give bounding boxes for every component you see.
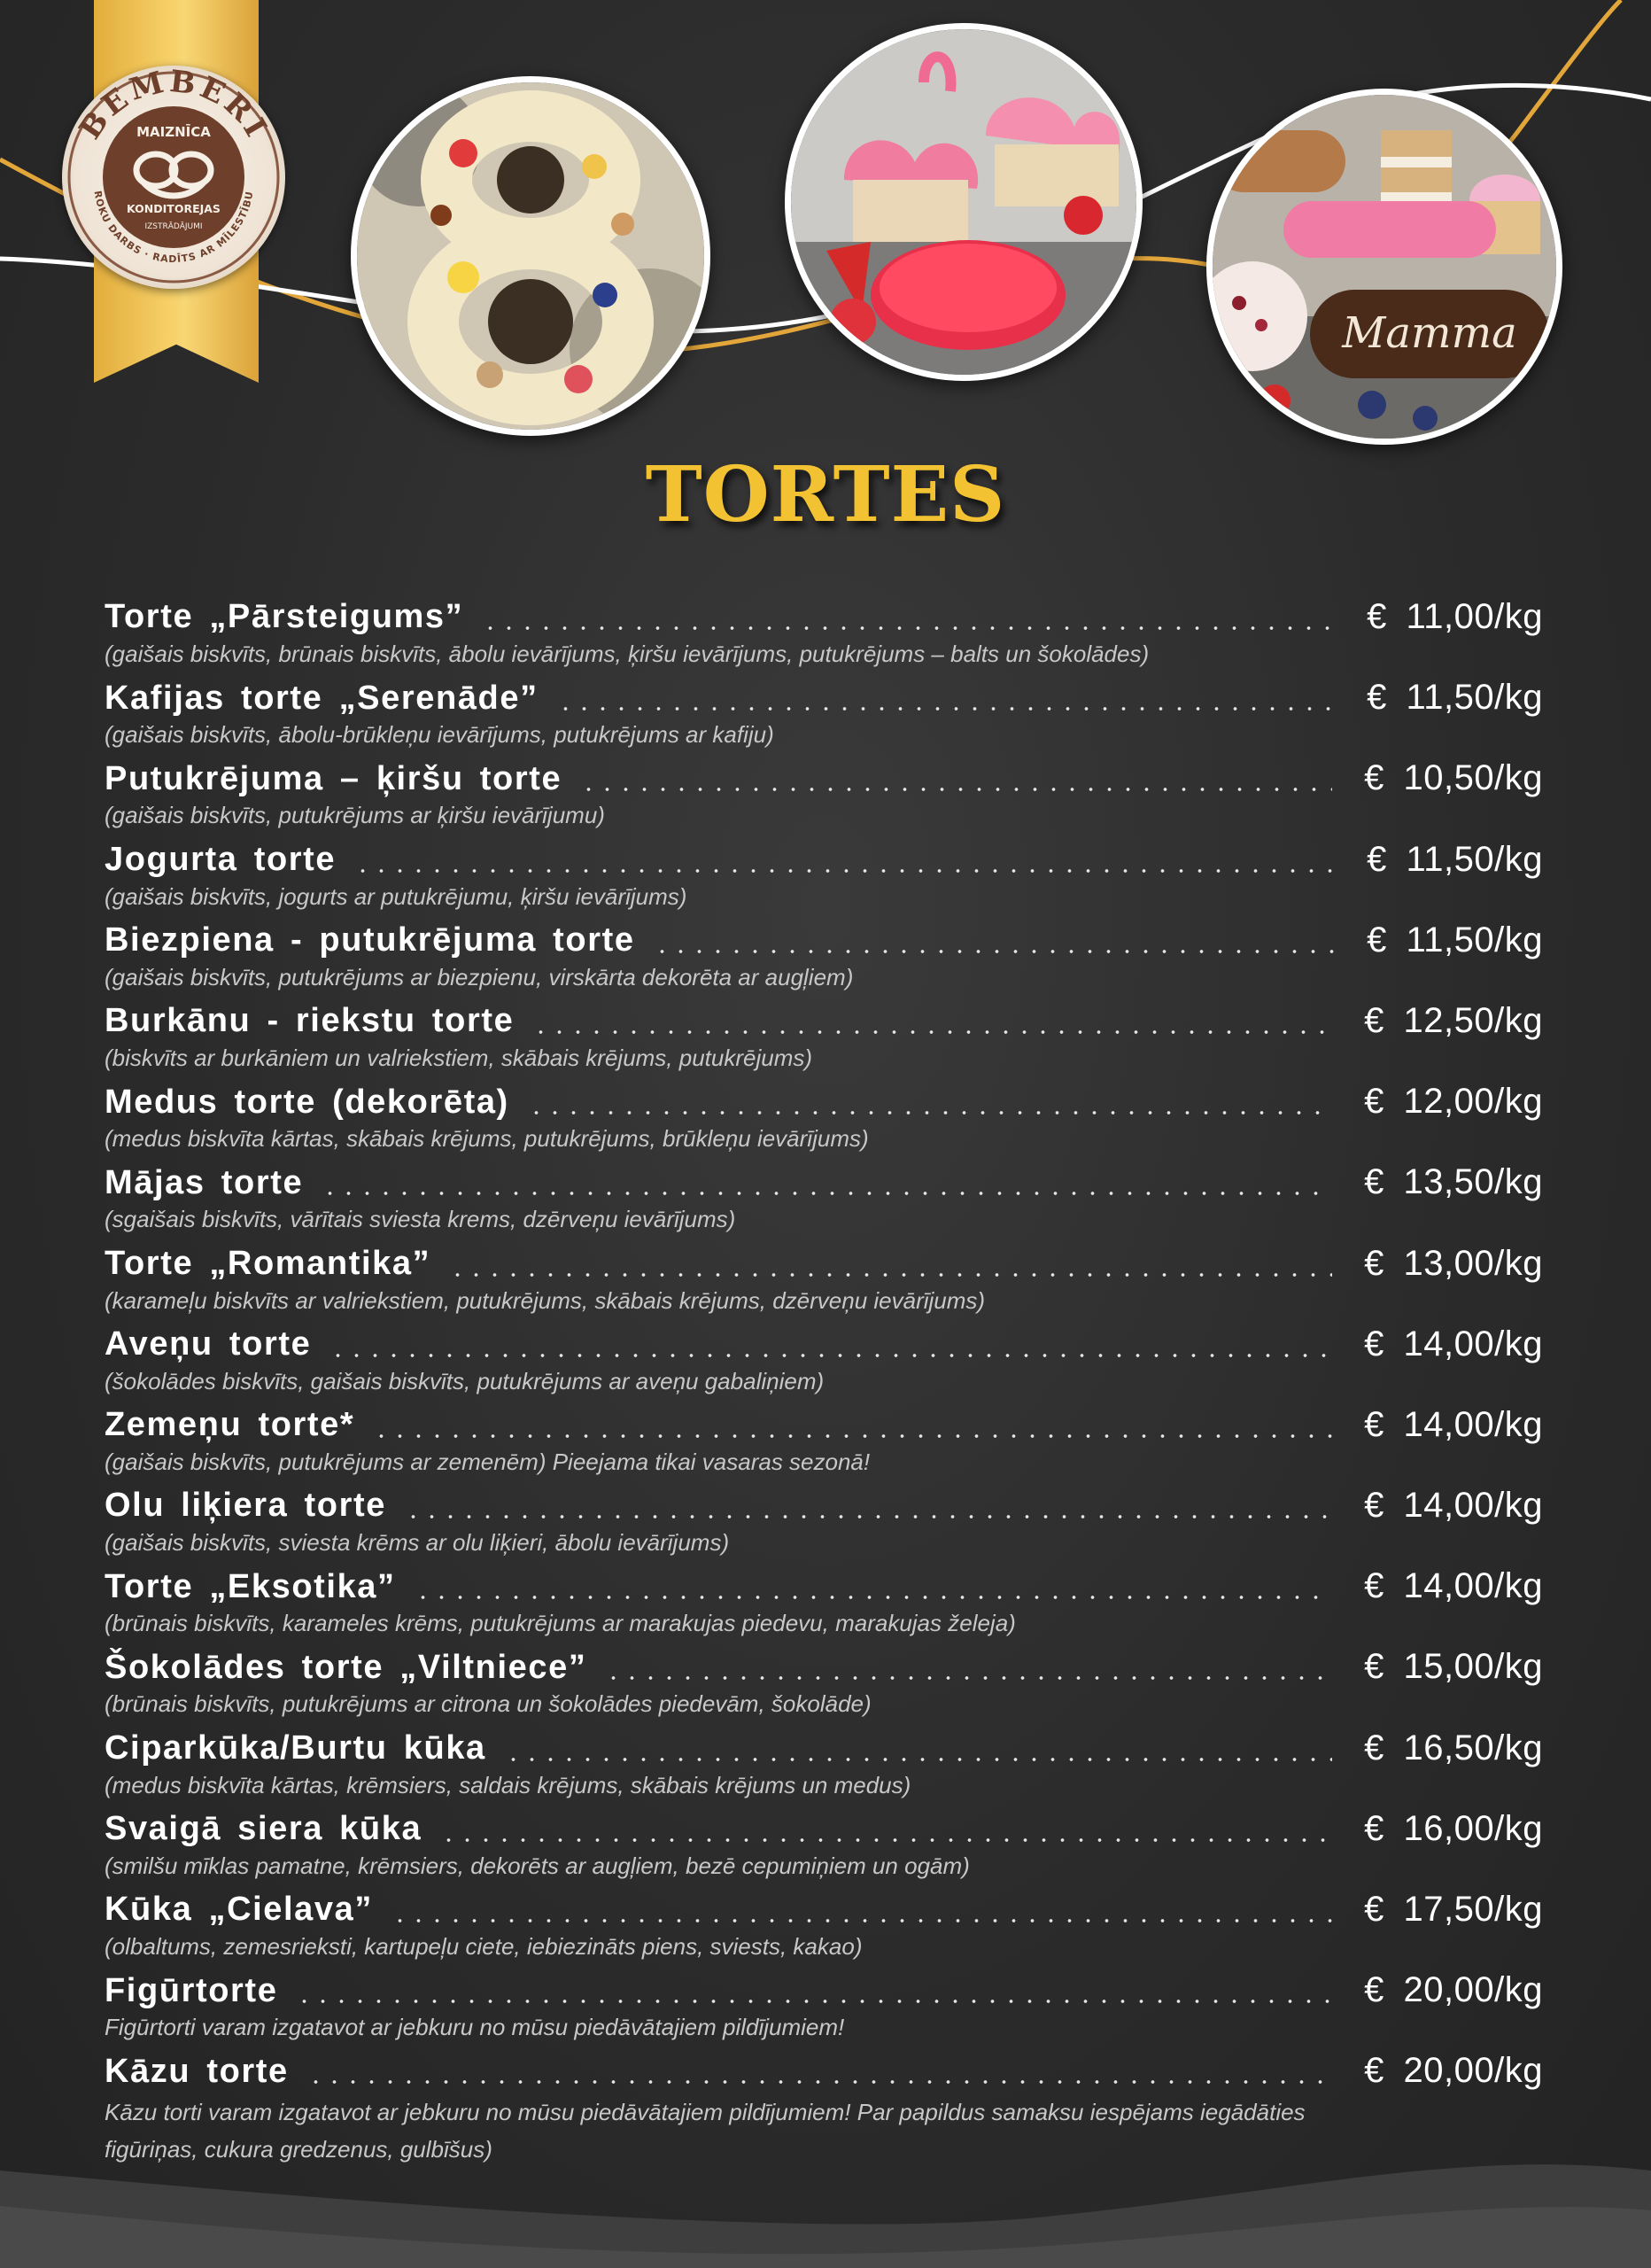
item-description: (medus biskvīta kārtas, skābais krējums, putukrējums, brūkleņu ievārījums): [105, 1125, 869, 1153]
item-price: € 13,50/kg: [1364, 1162, 1543, 1202]
item-description: (medus biskvīta kārtas, krēmsiers, saldais krējums, skābais krējums un medus): [105, 1771, 911, 1798]
menu-item-row: [105, 1477, 1543, 1526]
menu-item: [105, 588, 1543, 669]
item-name: Medus torte (dekorēta): [105, 1083, 509, 1121]
item-name: Šokolādes torte „Viltniece”: [105, 1648, 587, 1686]
page-title: TORTES: [645, 450, 1006, 540]
item-price: € 11,50/kg: [1367, 678, 1543, 718]
dot-leader: [404, 1515, 1332, 1518]
menu-item-row: [105, 1316, 1543, 1365]
menu-item-row: [105, 1881, 1543, 1930]
item-description: (smilšu mīklas pamatne, krēmsiers, dekorēts ar augļiem, bezē cepumiņiem un ogām): [105, 1852, 970, 1879]
item-description: (gaišais biskvīts, putukrējums ar ķiršu ievārījumu): [105, 802, 605, 829]
menu-item: [105, 1800, 1543, 1881]
item-name: Burkānu - riekstu torte: [105, 1002, 515, 1040]
eclair-inscription: Mamma: [1342, 308, 1517, 358]
dot-leader: [527, 1111, 1332, 1115]
item-name: Biezpiena - putukrējuma torte: [105, 921, 635, 959]
item-name: Kafijas torte „Serenāde”: [105, 679, 539, 717]
menu-item: [105, 1235, 1543, 1316]
menu-item-row: [105, 1396, 1543, 1446]
logo-middle-word: KONDITOREJAS: [127, 202, 221, 215]
item-description: (gaišais biskvīts, ābolu-brūkleņu ievārījums, putukrējums ar kafiju): [105, 721, 774, 749]
item-name: Torte „Eksotika”: [105, 1567, 396, 1605]
menu-item-row: [105, 588, 1543, 638]
menu-item: [105, 1638, 1543, 1719]
menu-item: [105, 1477, 1543, 1557]
menu-item: [105, 1073, 1543, 1153]
item-description: Kāzu torti varam izgatavot ar jebkuru no mūsu piedāvātajiem pildījumiem! Par papildus samaksu iespējams iegādāties figūriņas, cukura gredzenus, gulbīšus): [105, 2099, 1306, 2163]
item-description: Figūrtorti varam izgatavot ar jebkuru no mūsu piedāvātajiem pildījumiem!: [105, 2014, 845, 2041]
dot-leader: [353, 869, 1335, 873]
menu-item: [105, 1153, 1543, 1234]
item-name: Kūka „Cielava”: [105, 1891, 373, 1929]
menu-item-row: [105, 1720, 1543, 1769]
item-description: (gaišais biskvīts, jogurts ar putukrējumu, ķiršu ievārījums): [105, 882, 687, 910]
eclairs-photo: [1206, 89, 1562, 445]
item-price: € 13,00/kg: [1364, 1243, 1543, 1283]
dot-leader: [504, 1758, 1332, 1761]
menu-item: [105, 669, 1543, 750]
menu-item-row: [105, 1235, 1543, 1285]
item-description: (gaišais biskvīts, putukrējums ar zemenēm) Pieejama tikai vasaras sezonā!: [105, 1448, 871, 1475]
dot-leader: [295, 2000, 1332, 2003]
logo-sub-word: IZSTRĀDĀJUMI: [144, 222, 203, 231]
item-description: (biskvīts ar burkāniem un valriekstiem, skābais krējums, putukrējums): [105, 1044, 813, 1071]
menu-item: [105, 992, 1543, 1073]
dot-leader: [481, 626, 1335, 630]
item-description: (gaišais biskvīts, brūnais biskvīts, ābolu ievārījums, ķiršu ievārījums, putukrējums – balts un šokolādes): [105, 641, 1150, 667]
item-description: (šokolādes biskvīts, gaišais biskvīts, putukrējums ar aveņu gabaliņiem): [105, 1367, 825, 1394]
menu-item: [105, 1720, 1543, 1800]
menu-item: [105, 2042, 1543, 2163]
item-price: € 16,00/kg: [1364, 1808, 1543, 1848]
item-description: (brūnais biskvīts, putukrējums ar citrona un šokolādes piedevām, šokolāde): [105, 1690, 872, 1718]
dot-leader: [329, 1354, 1332, 1357]
item-price: € 12,50/kg: [1364, 1000, 1543, 1040]
item-price: € 14,00/kg: [1364, 1324, 1543, 1363]
logo-motto: ROKU DARBS · RADĪTS AR MĪLESTĪBU: [91, 190, 256, 266]
menu-item-row: [105, 1638, 1543, 1688]
item-name: Aveņu torte: [105, 1325, 312, 1363]
menu-item-row: [105, 1073, 1543, 1122]
item-name: Ciparkūka/Burtu kūka: [105, 1729, 486, 1767]
item-price: € 11,00/kg: [1367, 597, 1543, 636]
menu-item: [105, 1396, 1543, 1477]
item-price: € 17,50/kg: [1364, 1890, 1543, 1929]
dot-leader: [439, 1838, 1332, 1842]
dot-leader: [372, 1434, 1332, 1438]
menu-item-row: [105, 669, 1543, 718]
item-name: Torte „Pārsteigums”: [105, 598, 464, 636]
item-description: (sgaišais biskvīts, vārītais sviesta krems, dzērveņu ievārījums): [105, 1206, 736, 1233]
item-price: € 16,50/kg: [1364, 1728, 1543, 1767]
item-price: € 20,00/kg: [1364, 2051, 1543, 2091]
item-price: € 10,50/kg: [1364, 758, 1543, 798]
dot-leader: [306, 2080, 1332, 2084]
menu-item: [105, 1961, 1543, 2042]
item-description: (olbaltums, zemesrieksti, kartupeļu ciete, iebiezināts piens, sviests, kakao): [105, 1933, 863, 1960]
item-name: Putukrējuma – ķiršu torte: [105, 759, 562, 797]
dot-leader: [653, 950, 1336, 953]
dot-leader: [448, 1273, 1332, 1277]
menu-item-row: [105, 1557, 1543, 1607]
item-description: (karameļu biskvīts ar valriekstiem, putukrējums, skābais krējums, dzērveņu ievārījums): [105, 1286, 986, 1314]
item-name: Jogurta torte: [105, 840, 337, 878]
logo-emblem: [62, 66, 285, 289]
dot-leader: [414, 1596, 1333, 1599]
item-name: Figūrtorte: [105, 1971, 278, 2009]
item-price: € 12,00/kg: [1364, 1082, 1543, 1122]
item-name: Kāzu torte: [105, 2052, 289, 2090]
menu-item: [105, 1881, 1543, 1961]
item-price: € 15,00/kg: [1364, 1647, 1543, 1687]
menu-item: [105, 1557, 1543, 1638]
item-name: Torte „Romantika”: [105, 1244, 431, 1282]
item-description: (gaišais biskvīts, sviesta krēms ar olu liķieri, ābolu ievārījums): [105, 1529, 730, 1557]
dot-leader: [579, 788, 1332, 791]
menu-item: [105, 912, 1543, 992]
menu-item-row: [105, 992, 1543, 1042]
dot-leader: [604, 1676, 1332, 1680]
item-name: Mājas torte: [105, 1163, 304, 1201]
dot-leader: [531, 1030, 1332, 1034]
item-price: € 11,50/kg: [1367, 839, 1543, 879]
dot-leader: [391, 1919, 1332, 1922]
dot-leader: [321, 1192, 1332, 1195]
menu-item-row: [105, 2042, 1543, 2092]
item-name: Olu liķiera torte: [105, 1487, 386, 1525]
menu-item: [105, 750, 1543, 830]
logo-brand: BEMBERI: [72, 66, 275, 146]
item-name: Zemeņu torte*: [105, 1406, 355, 1444]
item-name: Svaigā siera kūka: [105, 1810, 422, 1848]
logo-top-word: MAIZNĪCA: [136, 124, 211, 140]
item-price: € 11,50/kg: [1367, 920, 1543, 959]
item-description: (gaišais biskvīts, putukrējums ar biezpienu, virskārta dekorēta ar augļiem): [105, 963, 854, 990]
menu-item-row: [105, 1153, 1543, 1203]
menu-item-row: [105, 1961, 1543, 2011]
menu-item-row: [105, 831, 1543, 881]
item-description: (brūnais biskvīts, karameles krēms, putukrējums ar marakujas piedevu, marakujas želeja): [105, 1610, 1016, 1637]
menu-item: [105, 1316, 1543, 1396]
item-price: € 14,00/kg: [1364, 1566, 1543, 1606]
menu-item-row: [105, 750, 1543, 799]
flamingo-cupcakes-photo: [785, 23, 1143, 381]
menu-item: [105, 831, 1543, 912]
menu-list: [105, 588, 1543, 2163]
menu-item-row: [105, 912, 1543, 961]
dot-leader: [556, 707, 1335, 711]
bakery-logo: [62, 66, 285, 289]
number-cake-photo: [351, 76, 710, 436]
menu-item-row: [105, 1800, 1543, 1850]
bottom-wave: [0, 2144, 1651, 2268]
item-price: € 14,00/kg: [1364, 1486, 1543, 1526]
item-price: € 20,00/kg: [1364, 1970, 1543, 2010]
item-price: € 14,00/kg: [1364, 1404, 1543, 1444]
